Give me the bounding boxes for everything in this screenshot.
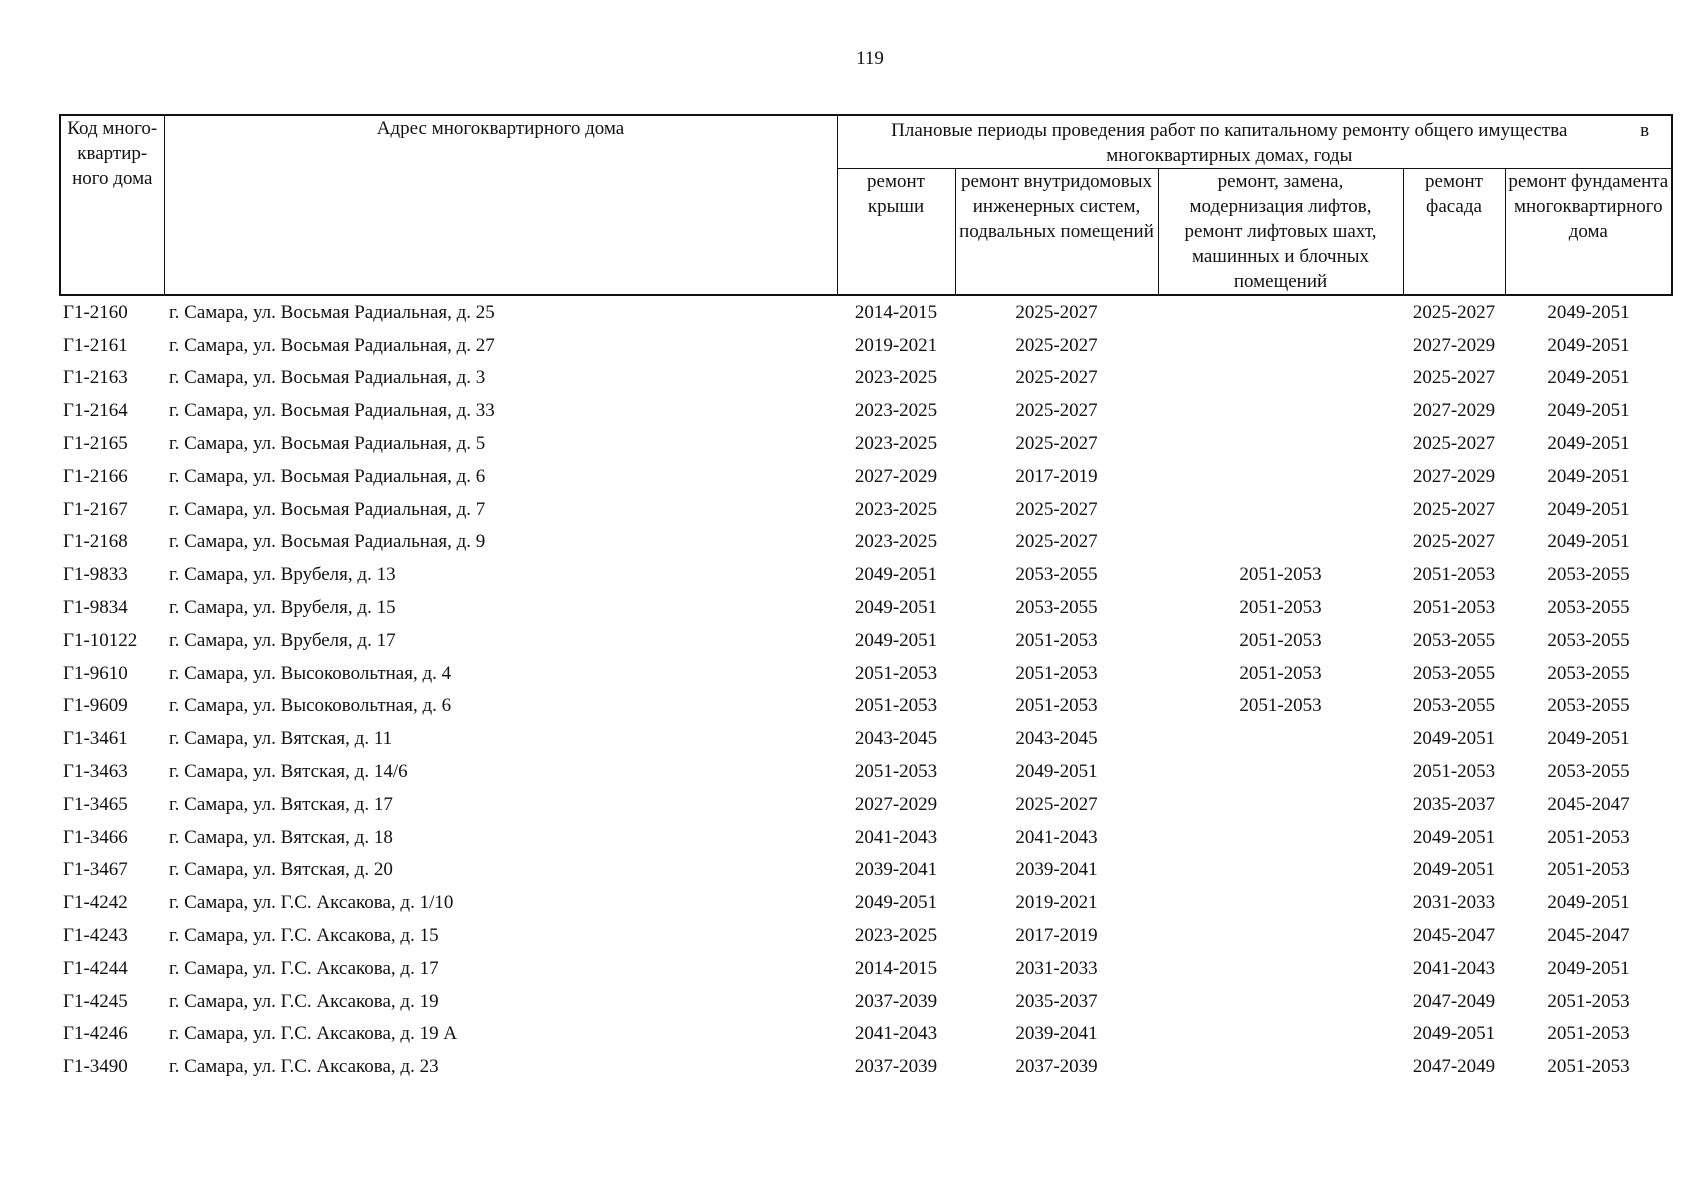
cell-roof: 2014-2015 [854,301,938,323]
cell-address: г. Самара, ул. Вятская, д. 18 [169,826,393,848]
cell-foundation: 2049-2051 [1547,367,1630,389]
table-row [60,1018,1672,1051]
table-row [60,755,1672,788]
cell-code: Г1-9609 [63,695,128,717]
table-row [60,362,1672,395]
cell-roof: 2023-2025 [854,925,938,947]
cell-elevators [1158,329,1403,362]
cell-address: г. Самара, ул. Восьмая Радиальная, д. 33 [169,400,495,422]
cell-address: г. Самара, ул. Восьмая Радиальная, д. 3 [169,367,486,389]
table-row [60,591,1672,624]
cell-foundation: 2051-2053 [1547,990,1630,1012]
cell-facade: 2047-2049 [1412,1056,1496,1078]
cell-roof: 2023-2025 [854,433,938,455]
cell-foundation: 2049-2051 [1547,301,1630,323]
cell-elevators [1158,755,1403,788]
cell-code: Г1-3461 [63,728,128,750]
cell-elevators [1158,952,1403,985]
cell-roof: 2043-2045 [854,728,938,750]
cell-address: г. Самара, ул. Вятская, д. 14/6 [169,761,408,783]
cell-foundation: 2053-2055 [1547,597,1630,619]
cell-roof: 2051-2053 [854,695,938,717]
cell-address: г. Самара, ул. Г.С. Аксакова, д. 23 [169,1056,439,1078]
cell-engineering: 2025-2027 [1015,367,1098,389]
cell-facade: 2047-2049 [1412,990,1496,1012]
cell-roof: 2027-2029 [854,465,938,487]
cell-foundation: 2051-2053 [1547,859,1630,881]
cell-facade: 2027-2029 [1412,465,1496,487]
cell-address: г. Самара, ул. Вятская, д. 17 [169,793,393,815]
cell-elevators [1158,1050,1403,1083]
cell-code: Г1-2167 [63,498,128,520]
header-periods [837,115,1672,169]
cell-roof: 2041-2043 [854,1023,938,1045]
cell-facade: 2031-2033 [1412,892,1496,914]
cell-foundation: 2049-2051 [1547,892,1630,914]
cell-address: г. Самара, ул. Восьмая Радиальная, д. 27 [169,334,495,356]
cell-engineering: 2039-2041 [1015,1023,1098,1045]
cell-code: Г1-3463 [63,761,128,783]
cell-facade: 2049-2051 [1412,1023,1496,1045]
cell-foundation: 2049-2051 [1547,728,1630,750]
cell-code: Г1-3467 [63,859,128,881]
cell-facade: 2041-2043 [1412,957,1496,979]
cell-foundation: 2049-2051 [1547,498,1630,520]
cell-code: Г1-3466 [63,826,128,848]
cell-engineering: 2025-2027 [1015,498,1098,520]
cell-engineering: 2051-2053 [1015,662,1098,684]
cell-address: г. Самара, ул. Восьмая Радиальная, д. 25 [169,301,495,323]
cell-code: Г1-2164 [63,400,128,422]
cell-facade: 2027-2029 [1412,334,1496,356]
cell-facade: 2027-2029 [1412,400,1496,422]
cell-code: Г1-4244 [63,957,128,979]
cell-address: г. Самара, ул. Г.С. Аксакова, д. 1/10 [169,892,454,914]
table-row [60,886,1672,919]
cell-foundation: 2049-2051 [1547,957,1630,979]
cell-engineering: 2025-2027 [1015,531,1098,553]
table-row [60,821,1672,854]
cell-address: г. Самара, ул. Высоковольтная, д. 4 [169,662,452,684]
cell-roof: 2023-2025 [854,400,938,422]
cell-foundation: 2045-2047 [1547,793,1630,815]
cell-elevators [1158,362,1403,395]
cell-elevators: 2051-2053 [1239,695,1322,717]
cell-address: г. Самара, ул. Высоковольтная, д. 6 [169,695,452,717]
cell-elevators [1158,788,1403,821]
cell-engineering: 2041-2043 [1015,826,1098,848]
cell-foundation: 2053-2055 [1547,695,1630,717]
table-row [60,854,1672,887]
table-row [60,788,1672,821]
cell-roof: 2023-2025 [854,367,938,389]
table-body [60,295,1672,1083]
cell-engineering: 2049-2051 [1015,761,1098,783]
cell-engineering: 2035-2037 [1015,990,1098,1012]
cell-address: г. Самара, ул. Восьмая Радиальная, д. 5 [169,433,486,455]
table-row [60,919,1672,952]
cell-address: г. Самара, ул. Г.С. Аксакова, д. 17 [169,957,439,979]
cell-address: г. Самара, ул. Врубеля, д. 15 [169,597,396,619]
table-row [60,329,1672,362]
cell-facade: 2051-2053 [1412,597,1496,619]
cell-code: Г1-2165 [63,433,128,455]
cell-elevators [1158,854,1403,887]
cell-facade: 2051-2053 [1412,761,1496,783]
cell-facade: 2053-2055 [1412,662,1496,684]
table-row [60,493,1672,526]
cell-elevators: 2051-2053 [1239,564,1322,586]
cell-roof: 2014-2015 [854,957,938,979]
cell-address: г. Самара, ул. Вятская, д. 11 [169,728,393,750]
table-row [60,952,1672,985]
cell-elevators [1158,427,1403,460]
cell-elevators [1158,394,1403,427]
cell-foundation: 2051-2053 [1547,826,1630,848]
cell-address: г. Самара, ул. Восьмая Радиальная, д. 9 [169,531,486,553]
cell-elevators [1158,821,1403,854]
cell-engineering: 2051-2053 [1015,629,1098,651]
cell-engineering: 2031-2033 [1015,957,1098,979]
table-row [60,624,1672,657]
cell-elevators [1158,295,1403,329]
cell-roof: 2049-2051 [854,564,938,586]
cell-foundation: 2053-2055 [1547,662,1630,684]
cell-engineering: 2051-2053 [1015,695,1098,717]
table-row [60,1050,1672,1083]
table-row [60,526,1672,559]
cell-elevators: 2051-2053 [1239,597,1322,619]
cell-code: Г1-3490 [63,1056,128,1078]
cell-code: Г1-9610 [63,662,128,684]
header-facade: ремонт фасада [1403,169,1505,296]
cell-code: Г1-9834 [63,597,128,619]
cell-facade: 2035-2037 [1412,793,1496,815]
table-row [60,295,1672,329]
cell-facade: 2049-2051 [1412,728,1496,750]
cell-elevators [1158,526,1403,559]
table-row [60,558,1672,591]
header-engineering: ремонт внутридомовых инженерных систем, подвальных помещений [955,169,1158,296]
cell-engineering: 2017-2019 [1015,465,1098,487]
cell-roof: 2049-2051 [854,892,938,914]
cell-elevators: 2051-2053 [1239,629,1322,651]
cell-facade: 2025-2027 [1412,433,1496,455]
cell-code: Г1-2163 [63,367,128,389]
cell-roof: 2023-2025 [854,531,938,553]
cell-elevators [1158,493,1403,526]
cell-roof: 2019-2021 [854,334,938,356]
table-row [60,427,1672,460]
cell-roof: 2051-2053 [854,662,938,684]
header-periods-suffix: в [1640,120,1650,141]
cell-roof: 2049-2051 [854,629,938,651]
table-row [60,394,1672,427]
cell-code: Г1-4245 [63,990,128,1012]
cell-roof: 2027-2029 [854,793,938,815]
cell-code: Г1-2160 [63,301,128,323]
cell-foundation: 2049-2051 [1547,531,1630,553]
cell-elevators [1158,722,1403,755]
cell-address: г. Самара, ул. Восьмая Радиальная, д. 6 [169,465,486,487]
cell-foundation: 2045-2047 [1547,925,1630,947]
cell-code: Г1-2168 [63,531,128,553]
cell-code: Г1-2161 [63,334,128,356]
cell-facade: 2051-2053 [1412,564,1496,586]
cell-foundation: 2053-2055 [1547,629,1630,651]
cell-engineering: 2025-2027 [1015,400,1098,422]
page-number: 119 [856,48,884,69]
cell-address: г. Самара, ул. Врубеля, д. 17 [169,629,396,651]
header-foundation: ремонт фундамента многоквартирного дома [1505,169,1672,296]
cell-engineering: 2025-2027 [1015,793,1098,815]
table-row [60,460,1672,493]
cell-facade: 2053-2055 [1412,695,1496,717]
cell-elevators: 2051-2053 [1239,662,1322,684]
cell-address: г. Самара, ул. Г.С. Аксакова, д. 19 А [169,1023,458,1045]
cell-elevators [1158,1018,1403,1051]
header-roof: ремонт крыши [837,169,955,296]
cell-facade: 2049-2051 [1412,826,1496,848]
cell-roof: 2049-2051 [854,597,938,619]
cell-engineering: 2017-2019 [1015,925,1098,947]
header-address: Адрес многоквартирного дома [164,115,837,295]
cell-engineering: 2025-2027 [1015,301,1098,323]
table-row [60,690,1672,723]
cell-roof: 2023-2025 [854,498,938,520]
cell-code: Г1-4242 [63,892,128,914]
cell-code: Г1-4243 [63,925,128,947]
cell-facade: 2025-2027 [1412,367,1496,389]
cell-foundation: 2051-2053 [1547,1023,1630,1045]
cell-address: г. Самара, ул. Г.С. Аксакова, д. 19 [169,990,439,1012]
cell-engineering: 2053-2055 [1015,564,1098,586]
cell-facade: 2025-2027 [1412,531,1496,553]
header-periods-text: Плановые периоды проведения работ по капитальному ремонту общего имущества многоквартирных домах, годы [891,120,1568,166]
header-code: Код много-квартир-ного дома [60,115,164,295]
cell-code: Г1-4246 [63,1023,128,1045]
cell-code: Г1-3465 [63,793,128,815]
cell-foundation: 2049-2051 [1547,433,1630,455]
capital-repair-table [59,114,1673,1083]
cell-elevators [1158,886,1403,919]
cell-roof: 2037-2039 [854,990,938,1012]
cell-engineering: 2025-2027 [1015,433,1098,455]
cell-foundation: 2049-2051 [1547,400,1630,422]
cell-facade: 2049-2051 [1412,859,1496,881]
cell-roof: 2037-2039 [854,1056,938,1078]
cell-roof: 2039-2041 [854,859,938,881]
cell-code: Г1-9833 [63,564,128,586]
cell-engineering: 2025-2027 [1015,334,1098,356]
cell-engineering: 2043-2045 [1015,728,1098,750]
cell-code: Г1-10122 [63,629,138,651]
cell-code: Г1-2166 [63,465,128,487]
cell-engineering: 2019-2021 [1015,892,1098,914]
cell-engineering: 2039-2041 [1015,859,1098,881]
cell-foundation: 2051-2053 [1547,1056,1630,1078]
cell-address: г. Самара, ул. Восьмая Радиальная, д. 7 [169,498,486,520]
header-elevators: ремонт, замена, модернизация лифтов, ремонт лифтовых шахт, машинных и блочных помещений [1158,169,1403,296]
cell-foundation: 2053-2055 [1547,761,1630,783]
cell-engineering: 2037-2039 [1015,1056,1098,1078]
cell-roof: 2041-2043 [854,826,938,848]
table-row [60,657,1672,690]
cell-facade: 2045-2047 [1412,925,1496,947]
cell-address: г. Самара, ул. Врубеля, д. 13 [169,564,396,586]
cell-facade: 2025-2027 [1412,498,1496,520]
cell-elevators [1158,985,1403,1018]
table-header [60,115,1672,295]
table-row [60,722,1672,755]
cell-facade: 2025-2027 [1412,301,1496,323]
table-row [60,985,1672,1018]
cell-facade: 2053-2055 [1412,629,1496,651]
cell-elevators [1158,460,1403,493]
cell-address: г. Самара, ул. Г.С. Аксакова, д. 15 [169,925,439,947]
cell-elevators [1158,919,1403,952]
cell-foundation: 2049-2051 [1547,465,1630,487]
cell-engineering: 2053-2055 [1015,597,1098,619]
cell-foundation: 2049-2051 [1547,334,1630,356]
cell-foundation: 2053-2055 [1547,564,1630,586]
cell-roof: 2051-2053 [854,761,938,783]
cell-address: г. Самара, ул. Вятская, д. 20 [169,859,393,881]
